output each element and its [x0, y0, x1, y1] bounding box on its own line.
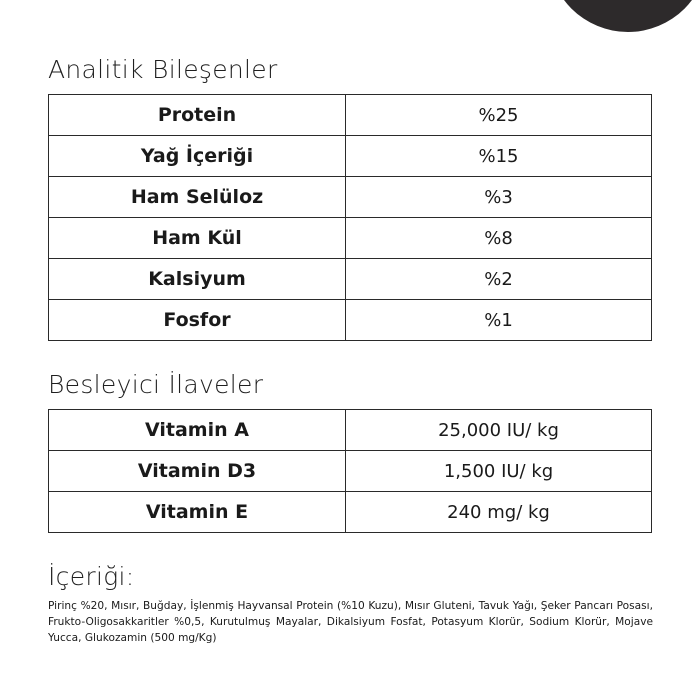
row-value: %15: [346, 136, 652, 177]
analytic-components-title: Analitik Bileşenler: [48, 55, 278, 84]
table-row: [49, 410, 652, 451]
table-row: [49, 177, 652, 218]
row-label: Ham Selüloz: [49, 177, 346, 218]
analytic-components-table: [48, 94, 652, 341]
row-label: Protein: [49, 95, 346, 136]
row-label: Vitamin E: [49, 492, 346, 533]
row-label: Fosfor: [49, 300, 346, 341]
row-value: %3: [346, 177, 652, 218]
table-row: [49, 95, 652, 136]
row-value: %1: [346, 300, 652, 341]
row-label: Vitamin D3: [49, 451, 346, 492]
ingredients-title: İçeriği:: [48, 562, 135, 591]
table-row: [49, 218, 652, 259]
row-value: %2: [346, 259, 652, 300]
table-row: [49, 451, 652, 492]
table-row: [49, 492, 652, 533]
table-row: [49, 300, 652, 341]
nutritional-additives-table: [48, 409, 652, 533]
row-value: 25,000 IU/ kg: [346, 410, 652, 451]
row-label: Kalsiyum: [49, 259, 346, 300]
row-value: %25: [346, 95, 652, 136]
row-label: Yağ İçeriği: [49, 136, 346, 177]
row-value: 1,500 IU/ kg: [346, 451, 652, 492]
row-label: Ham Kül: [49, 218, 346, 259]
row-value: %8: [346, 218, 652, 259]
nutritional-additives-title: Besleyici İlaveler: [48, 370, 264, 399]
row-value: 240 mg/ kg: [346, 492, 652, 533]
row-label: Vitamin A: [49, 410, 346, 451]
corner-decoration: [548, 0, 700, 32]
table-row: [49, 136, 652, 177]
table-row: [49, 259, 652, 300]
ingredients-text: Pirinç %20, Mısır, Buğday, İşlenmiş Hayvansal Protein (%10 Kuzu), Mısır Gluteni, Tavuk Yağı, Şeker Pancarı Posası, Frukto-Oligosakkaritler %0,5, Kurutulmuş Mayalar, Dikalsiyum Fosfat, Potasyum Klorür, Sodium Klorür, Mojave Yucca, Glukozamin (500 mg/Kg): [48, 600, 653, 644]
